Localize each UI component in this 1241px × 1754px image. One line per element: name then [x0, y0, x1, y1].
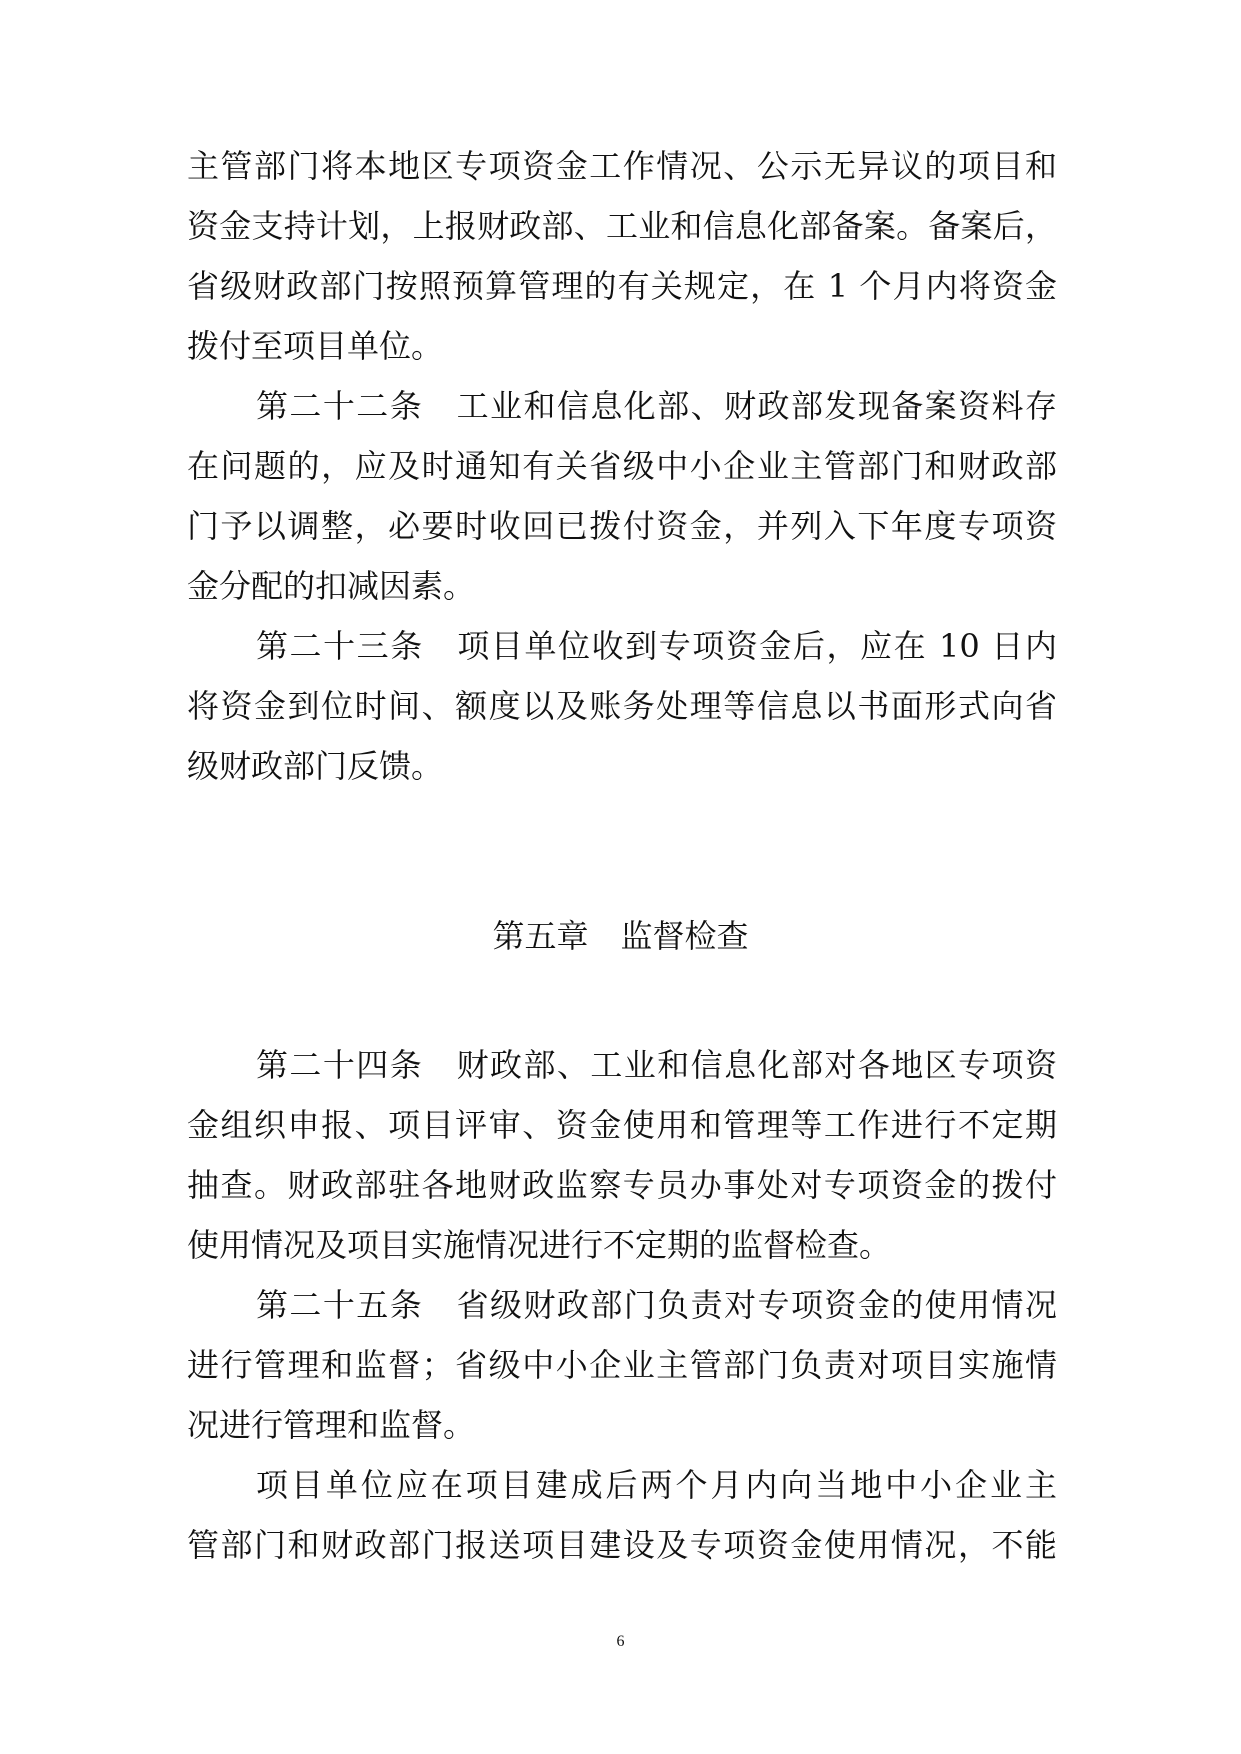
- article-23-start: 第二十三条 项目单位收到专项资金后，应在 10 日内: [256, 627, 1057, 665]
- article-22-start: 第二十二条 工业和信息化部、财政部发现备案资料存: [256, 387, 1057, 425]
- text-line: 进行管理和监督；省级中小企业主管部门负责对项目实施情: [187, 1346, 1057, 1384]
- text-line: 级财政部门反馈。: [187, 747, 444, 785]
- article-25-start: 第二十五条 省级财政部门负责对专项资金的使用情况: [256, 1286, 1057, 1324]
- article-24-start: 第二十四条 财政部、工业和信息化部对各地区专项资: [256, 1046, 1057, 1084]
- text-line: 主管部门将本地区专项资金工作情况、公示无异议的项目和: [187, 147, 1057, 185]
- text-line: 资金支持计划，上报财政部、工业和信息化部备案。备案后，: [187, 207, 1057, 245]
- text-line: 况进行管理和监督。: [187, 1406, 476, 1444]
- text-line: 将资金到位时间、额度以及账务处理等信息以书面形式向省: [187, 687, 1057, 725]
- text-line: 金分配的扣减因素。: [187, 567, 476, 605]
- paragraph-start: 项目单位应在项目建成后两个月内向当地中小企业主: [256, 1466, 1057, 1504]
- page-number: 6: [616, 1633, 625, 1650]
- text-line: 省级财政部门按照预算管理的有关规定，在 1 个月内将资金: [187, 267, 1057, 305]
- text-line: 拨付至项目单位。: [187, 327, 444, 365]
- text-line: 使用情况及项目实施情况进行不定期的监督检查。: [187, 1226, 892, 1264]
- text-line: 门予以调整，必要时收回已拨付资金，并列入下年度专项资: [187, 507, 1057, 545]
- text-line: 管部门和财政部门报送项目建设及专项资金使用情况，不能: [187, 1526, 1057, 1564]
- text-line: 在问题的，应及时通知有关省级中小企业主管部门和财政部: [187, 447, 1057, 485]
- text-line: 金组织申报、项目评审、资金使用和管理等工作进行不定期: [187, 1106, 1057, 1144]
- text-line: 抽查。财政部驻各地财政监察专员办事处对专项资金的拨付: [187, 1166, 1057, 1204]
- chapter-heading: 第五章 监督检查: [492, 917, 749, 955]
